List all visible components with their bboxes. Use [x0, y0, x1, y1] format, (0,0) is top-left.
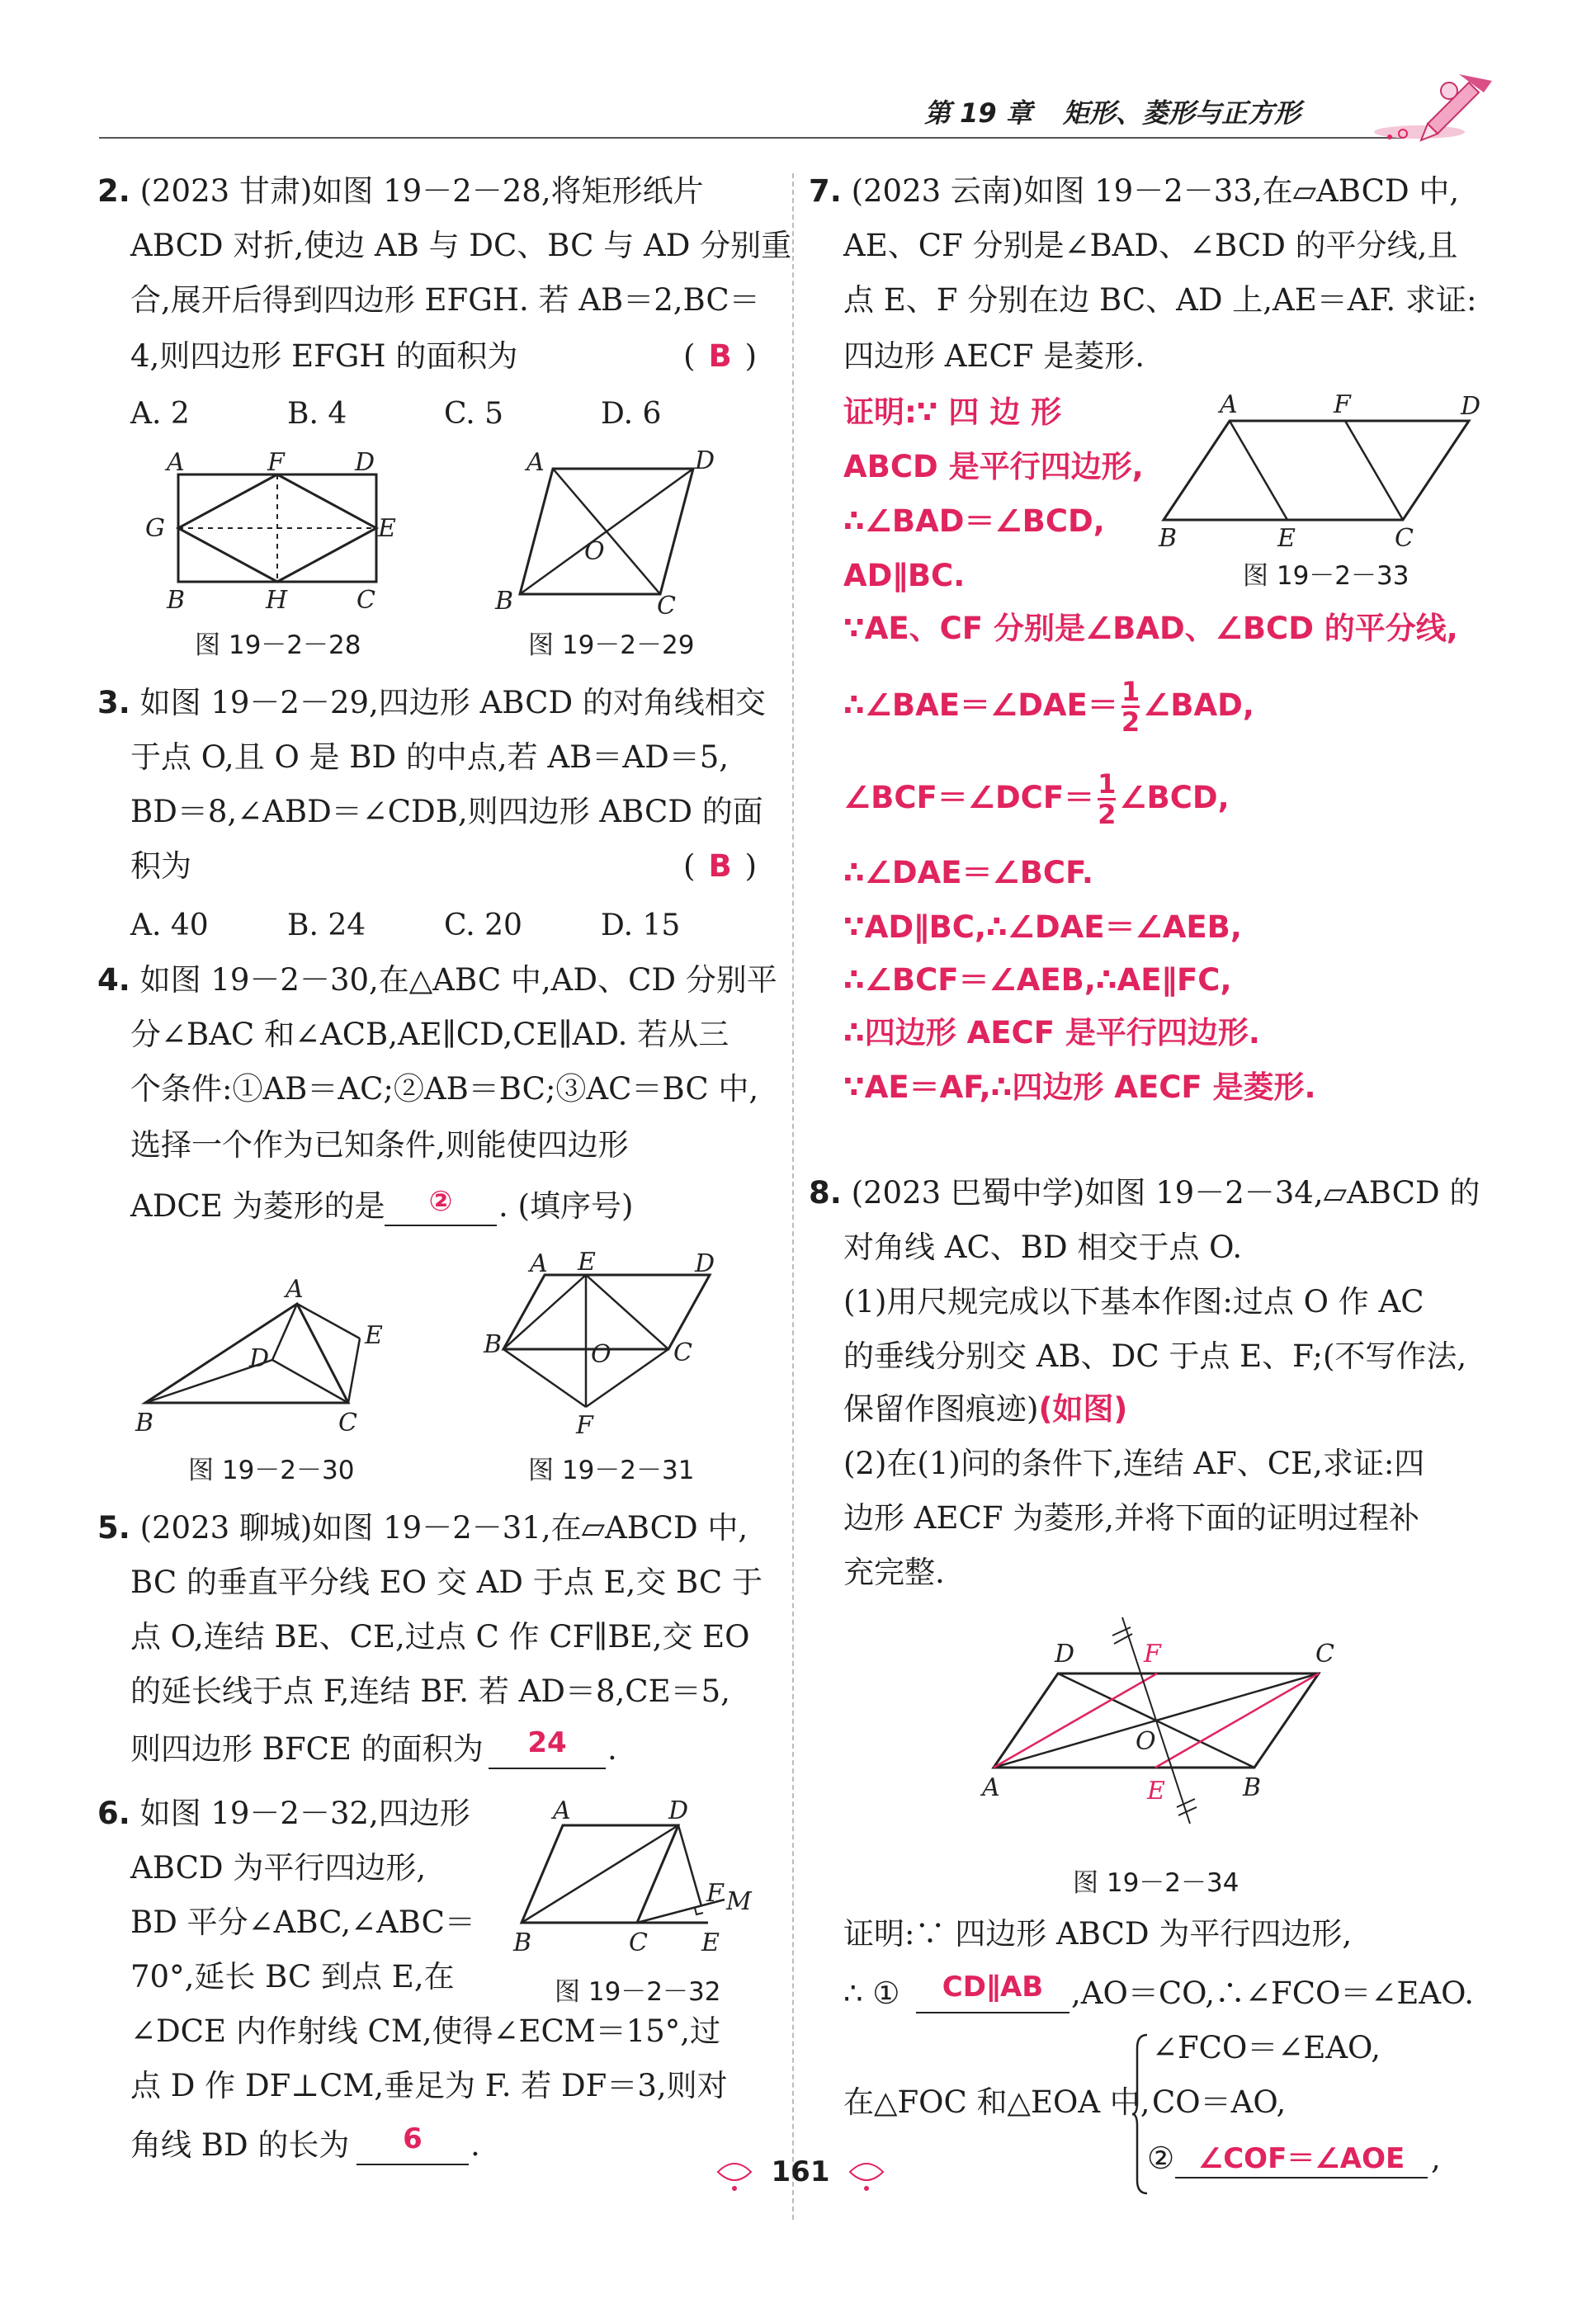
question-number: 8.: [809, 1175, 842, 1211]
point-label: A: [982, 1773, 1000, 1802]
point-label: B: [495, 587, 514, 616]
point-label: D: [668, 1799, 689, 1825]
proof-line: ∴ ①: [843, 1975, 900, 2011]
fraction: $\frac{1}{2}$: [1098, 768, 1117, 830]
figure-caption: 图 19－2－34: [1073, 1868, 1239, 1898]
page-number: 161: [771, 2155, 830, 2188]
answer-bracket: ( B ): [683, 848, 758, 884]
question-line: 的垂线分别交 AB、DC 于点 E、F;(不写作法,: [843, 1338, 1467, 1374]
point-label: C: [629, 1928, 648, 1957]
point-label: C: [1395, 524, 1414, 553]
question-line: 充完整.: [843, 1555, 945, 1590]
point-label: O: [591, 1340, 611, 1369]
question-line: 的延长线于点 F,连结 BF. 若 AD＝8,CE＝5,: [130, 1673, 730, 1709]
figure-caption: 图 19－2－28: [195, 630, 361, 660]
question-line: (2023 聊城)如图 19－2－31,在▱ABCD 中,: [139, 1510, 748, 1546]
point-label: A: [553, 1799, 571, 1825]
answer-blank: [385, 1225, 497, 1226]
question-number: 4.: [97, 962, 130, 998]
question-number: 3.: [97, 685, 130, 720]
point-label: O: [1136, 1727, 1156, 1756]
proof-line: 证明:∵ 四 边 形: [843, 394, 1062, 430]
answer-bracket: ( B ): [683, 338, 758, 374]
answer: 24: [527, 1726, 567, 1759]
choice: C. 20: [444, 909, 522, 942]
answer: B: [708, 848, 732, 884]
point-label: C: [357, 586, 375, 615]
choice: A. 2: [130, 397, 190, 431]
question-line: . (填序号): [498, 1188, 634, 1224]
question-line: 如图 19－2－32,四边形: [139, 1796, 470, 1831]
point-label: C: [673, 1338, 692, 1367]
answer: B: [708, 338, 732, 374]
question-line: BC 的垂直平分线 EO 交 AD 于点 E,交 BC 于: [130, 1565, 763, 1600]
answer-blank: [489, 1768, 606, 1769]
proof-fraction-line: ∴∠BAE＝∠DAE＝ $\frac{1}{2}$ ∠BAD,: [843, 676, 1254, 738]
point-label: F: [1334, 390, 1351, 419]
question-line: (1)用尺规完成以下基本作图:过点 O 作 AC: [843, 1284, 1424, 1319]
point-label: D: [1461, 392, 1481, 421]
choice: C. 5: [444, 397, 504, 431]
question-line: ABCD 为平行四边形,: [130, 1850, 427, 1886]
figure-caption: 图 19－2－33: [1243, 561, 1409, 591]
figure-caption: 图 19－2－31: [528, 1456, 695, 1485]
chapter-title: [924, 92, 1301, 130]
choice: D. 6: [601, 397, 662, 431]
figure-19-2-31: [479, 1250, 743, 1448]
point-label: D: [695, 1250, 715, 1278]
question-line: .: [470, 2127, 480, 2163]
answer-blank: [916, 2012, 1070, 2013]
proof-line: ∴四边形 AECF 是平行四边形.: [843, 1015, 1260, 1050]
question-line: ∠DCE 内作射线 CM,使得∠ECM＝15°,过: [130, 2013, 721, 2049]
choice: B. 24: [287, 909, 366, 942]
point-label: B: [135, 1409, 154, 1436]
proof-line: 证明:∵ 四边形 ABCD 为平行四边形,: [843, 1916, 1353, 1952]
point-label: G: [145, 514, 165, 543]
question-line: AE、CF 分别是∠BAD、∠BCD 的平分线,且: [843, 228, 1458, 263]
point-label: F: [576, 1411, 593, 1440]
point-label: B: [513, 1928, 532, 1957]
proof-line: ABCD 是平行四边形,: [843, 449, 1144, 484]
point-label: B: [484, 1330, 503, 1359]
question-line: (2)在(1)问的条件下,连结 AF、CE,求证:四: [843, 1446, 1425, 1481]
point-label: D: [1055, 1640, 1075, 1669]
point-label: B: [1243, 1773, 1262, 1802]
figure-caption: 图 19－2－29: [528, 630, 695, 660]
question-line: 边形 AECF 为菱形,并将下面的证明过程补: [843, 1500, 1419, 1536]
point-label: O: [584, 537, 605, 566]
point-label: C: [1315, 1640, 1334, 1669]
answer: ∠COF＝∠AOE: [1197, 2142, 1405, 2175]
answer-blank: [1175, 2177, 1428, 2178]
header-rule: [99, 137, 1403, 139]
question-line: 积为: [130, 848, 191, 884]
point-label: E: [378, 514, 396, 543]
brace-line: ②: [1147, 2141, 1175, 2176]
proof-line: ∵AE、CF 分别是∠BAD、∠BCD 的平分线,: [843, 611, 1458, 646]
answer: 6: [403, 2122, 423, 2155]
figure-19-2-33: [1147, 388, 1494, 561]
question-line: 4,则四边形 EFGH 的面积为: [130, 338, 518, 374]
question-number: 7.: [809, 173, 842, 209]
proof-line: 在△FOC 和△EOA 中,: [843, 2084, 1150, 2120]
question-line: (2023 云南)如图 19－2－33,在▱ABCD 中,: [851, 173, 1460, 209]
proof-line: ∴∠DAE＝∠BCF.: [843, 855, 1093, 890]
point-label: A: [1220, 390, 1238, 419]
point-label: A: [286, 1275, 304, 1304]
brace-icon: [1131, 2032, 1149, 2197]
proof-line: ,AO＝CO,∴∠FCO＝∠EAO.: [1071, 1975, 1475, 2011]
question-line: (2023 甘肃)如图 19－2－28,将矩形纸片: [139, 173, 704, 209]
answer: CD∥AB: [942, 1971, 1044, 2004]
point-label: D: [355, 450, 375, 477]
figure-19-2-29: [487, 446, 734, 619]
point-label: A: [530, 1250, 548, 1278]
chapter-number: 第 19 章: [924, 97, 1032, 129]
point-label: E: [1147, 1777, 1165, 1806]
proof-line: ∴∠BCF＝∠AEB,∴AE∥FC,: [843, 962, 1232, 998]
question-line: 分∠BAC 和∠ACB,AE∥CD,CE∥AD. 若从三: [130, 1017, 730, 1052]
figure-19-2-32: [503, 1799, 767, 1964]
point-label: F: [267, 450, 285, 477]
proof-line: ∵AE＝AF,∴四边形 AECF 是菱形.: [843, 1069, 1316, 1105]
question-line: 如图 19－2－29,四边形 ABCD 的对角线相交: [139, 685, 766, 720]
point-label: B: [167, 586, 186, 615]
question-line: BD 平分∠ABC,∠ABC＝: [130, 1905, 475, 1940]
point-label: F: [706, 1879, 724, 1908]
pencil-icon: [1370, 66, 1502, 149]
question-line: 合,展开后得到四边形 EFGH. 若 AB＝2,BC＝: [130, 282, 760, 318]
figure-19-2-28: [139, 450, 403, 615]
point-label: D: [695, 446, 715, 475]
answer: (如图): [1038, 1391, 1128, 1427]
question-line: 点 O,连结 BE、CE,过点 C 作 CF∥BE,交 EO: [130, 1619, 750, 1655]
choice: A. 40: [130, 909, 209, 942]
question-number: 6.: [97, 1796, 130, 1831]
point-label: A: [526, 448, 545, 477]
question-number: 2.: [97, 173, 130, 209]
figure-19-2-30: [132, 1271, 404, 1436]
question-line: 于点 O,且 O 是 BD 的中点,若 AB＝AD＝5,: [130, 739, 730, 775]
brace-line: ,: [1431, 2141, 1441, 2176]
proof-line: ∵AD∥BC,∴∠DAE＝∠AEB,: [843, 909, 1242, 945]
point-label: D: [249, 1344, 270, 1373]
point-label: C: [338, 1409, 357, 1436]
proof-fraction-line: ∠BCF＝∠DCF＝ $\frac{1}{2}$ ∠BCD,: [843, 768, 1230, 830]
point-label: M: [726, 1887, 752, 1916]
question-line: .: [607, 1731, 617, 1767]
question-line: BD＝8,∠ABD＝∠CDB,则四边形 ABCD 的面: [130, 794, 763, 829]
question-line: 个条件:①AB＝AC;②AB＝BC;③AC＝BC 中,: [130, 1071, 759, 1107]
fraction: $\frac{1}{2}$: [1121, 676, 1140, 738]
point-label: E: [578, 1250, 596, 1277]
question-line: (2023 巴蜀中学)如图 19－2－34,▱ABCD 的: [851, 1175, 1480, 1211]
answer-blank: [357, 2164, 469, 2165]
brace-line: CO＝AO,: [1152, 2084, 1287, 2120]
figure-19-2-34: [974, 1601, 1353, 1848]
brace-line: ∠FCO＝∠EAO,: [1152, 2030, 1381, 2065]
question-line: 对角线 AC、BD 相交于点 O.: [843, 1230, 1243, 1265]
point-label: E: [701, 1928, 720, 1957]
choice: D. 15: [601, 909, 681, 942]
question-line: 则四边形 BFCE 的面积为: [130, 1731, 484, 1767]
point-label: C: [657, 592, 676, 619]
answer: ②: [428, 1185, 453, 1218]
question-line: 70°,延长 BC 到点 E,在: [130, 1959, 455, 1994]
proof-line: AD∥BC.: [843, 558, 966, 593]
point-label: E: [365, 1321, 383, 1350]
figure-caption: 图 19－2－32: [555, 1977, 721, 2007]
question-line: 选择一个作为已知条件,则能使四边形: [130, 1127, 629, 1163]
question-line: 点 D 作 DF⊥CM,垂足为 F. 若 DF＝3,则对: [130, 2068, 728, 2103]
figure-caption: 图 19－2－30: [188, 1456, 355, 1485]
question-line: 保留作图痕迹): [843, 1391, 1039, 1427]
point-label: F: [1144, 1640, 1161, 1669]
chapter-name: 矩形、菱形与正方形: [1062, 97, 1301, 129]
column-divider: [792, 173, 794, 2220]
question-line: ADCE 为菱形的是: [130, 1188, 385, 1224]
question-line: 点 E、F 分别在边 BC、AD 上,AE＝AF. 求证:: [843, 282, 1477, 318]
point-label: A: [167, 450, 185, 477]
question-line: 四边形 AECF 是菱形.: [843, 338, 1145, 374]
point-label: B: [1159, 524, 1178, 553]
question-line: 角线 BD 的长为: [130, 2127, 350, 2163]
question-number: 5.: [97, 1510, 130, 1546]
question-line: 如图 19－2－30,在△ABC 中,AD、CD 分别平: [139, 962, 777, 998]
point-label: H: [266, 586, 288, 615]
proof-line: ∴∠BAD＝∠BCD,: [843, 503, 1105, 539]
question-line: ABCD 对折,使边 AB 与 DC、BC 与 AD 分别重: [130, 228, 792, 263]
point-label: E: [1277, 524, 1296, 553]
choice: B. 4: [287, 397, 347, 431]
